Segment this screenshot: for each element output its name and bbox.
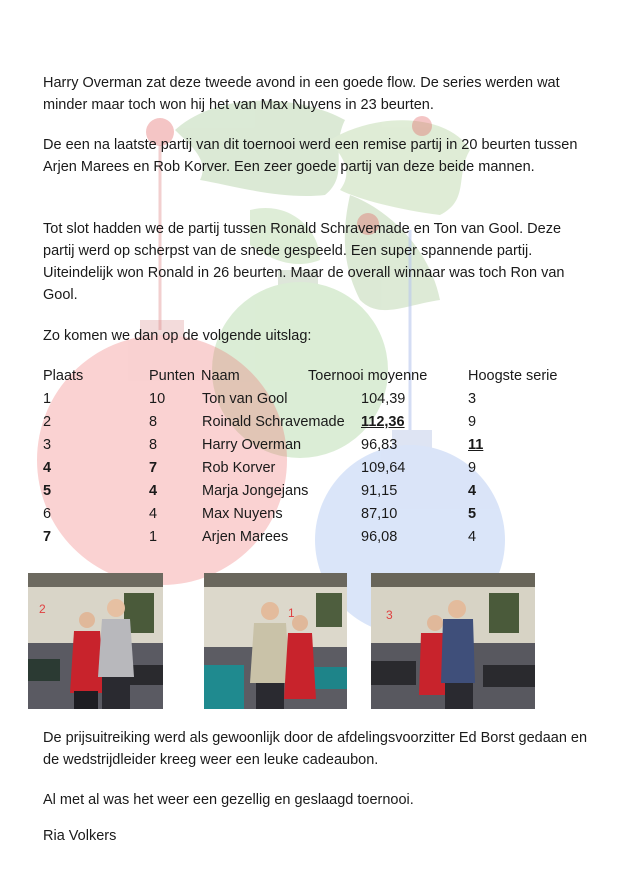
header-plaats: Plaats <box>43 368 84 384</box>
cell-punten: 1 <box>149 529 158 545</box>
cell-moyenne: 91,15 <box>361 483 398 499</box>
cell-punten: 4 <box>149 506 158 522</box>
award-photo-1st-place <box>204 573 347 709</box>
cell-moyenne-highlight: 112,36 <box>361 414 405 430</box>
table-row <box>0 411 629 433</box>
photo-number-label: 1 <box>288 606 295 620</box>
cell-hoogste-serie: 5 <box>468 506 477 522</box>
cell-naam: Max Nuyens <box>202 506 283 522</box>
cell-plaats: 1 <box>43 391 52 407</box>
cell-naam: Ton van Gool <box>202 391 288 407</box>
table-header-row <box>0 365 629 387</box>
table-row <box>0 526 629 548</box>
award-photo-3rd-place <box>371 573 535 709</box>
paragraph-prize-ceremony: De prijsuitreiking werd als gewoonlijk door de afdelingsvoorzitter Ed Borst gedaan en de wedstrijdleider kreeg weer een leuke cadeaubon. <box>43 730 588 768</box>
table-row <box>0 480 629 502</box>
cell-naam: Rob Korver <box>202 460 276 476</box>
cell-punten: 8 <box>149 437 158 453</box>
header-moyenne: Toernooi moyenne <box>308 368 428 384</box>
cell-plaats: 6 <box>43 506 52 522</box>
cell-moyenne: 87,10 <box>361 506 398 522</box>
cell-hoogste-serie: 4 <box>468 483 477 499</box>
table-row <box>0 503 629 525</box>
cell-moyenne: 109,64 <box>361 460 406 476</box>
paragraph-final-match: Tot slot hadden we de partij tussen Ronald Schravemade en Ton van Gool. Deze partij werd op scherpst van de snede gespeeld. Een super spannende partij. Uiteindelijk won Ronald in 26 beurten. Maar de overall winnaar was toch Ron van Gool. <box>43 221 565 303</box>
paragraph-closing: Al met al was het weer een gezellig en geslaagd toernooi. <box>43 792 414 808</box>
cell-hoogste-serie: 9 <box>468 414 477 430</box>
table-row <box>0 457 629 479</box>
cell-punten: 7 <box>149 460 158 476</box>
cell-naam: Roinald Schravemade <box>202 414 345 430</box>
cell-naam: Arjen Marees <box>202 529 289 545</box>
cell-punten: 8 <box>149 414 158 430</box>
cell-plaats: 5 <box>43 483 52 499</box>
paragraph-results-intro: Zo komen we dan op de volgende uitslag: <box>43 328 312 344</box>
cell-naam: Harry Overman <box>202 437 302 453</box>
cell-naam: Marja Jongejans <box>202 483 309 499</box>
cell-moyenne: 96,83 <box>361 437 398 453</box>
cell-moyenne: 96,08 <box>361 529 398 545</box>
table-row <box>0 388 629 410</box>
header-naam: Naam <box>201 368 240 384</box>
cell-hoogste-serie-highlight: 11 <box>468 437 484 453</box>
table-row <box>0 434 629 456</box>
cell-moyenne: 104,39 <box>361 391 406 407</box>
cell-plaats: 7 <box>43 529 52 545</box>
photo-number-label: 3 <box>386 608 393 622</box>
cell-hoogste-serie: 4 <box>468 529 477 545</box>
cell-hoogste-serie: 3 <box>468 391 477 407</box>
cell-plaats: 4 <box>43 460 52 476</box>
header-hoogste-serie: Hoogste serie <box>468 368 558 384</box>
paragraph-remise: De een na laatste partij van dit toernooi werd een remise partij in 20 beurten tussen Arjen Marees en Rob Korver. Een zeer goede partij van deze beide mannen. <box>43 137 578 175</box>
paragraph-intro: Harry Overman zat deze tweede avond in een goede flow. De series werden wat minder maar toch won hij het van Max Nuyens in 23 beurten. <box>43 75 560 113</box>
signature: Ria Volkers <box>43 828 117 844</box>
cell-hoogste-serie: 9 <box>468 460 477 476</box>
cell-plaats: 2 <box>43 414 52 430</box>
cell-punten: 10 <box>149 391 166 407</box>
cell-punten: 4 <box>149 483 158 499</box>
award-photo-2nd-place <box>28 573 163 709</box>
header-punten: Punten <box>149 368 195 384</box>
photo-number-label: 2 <box>39 602 46 616</box>
cell-plaats: 3 <box>43 437 52 453</box>
